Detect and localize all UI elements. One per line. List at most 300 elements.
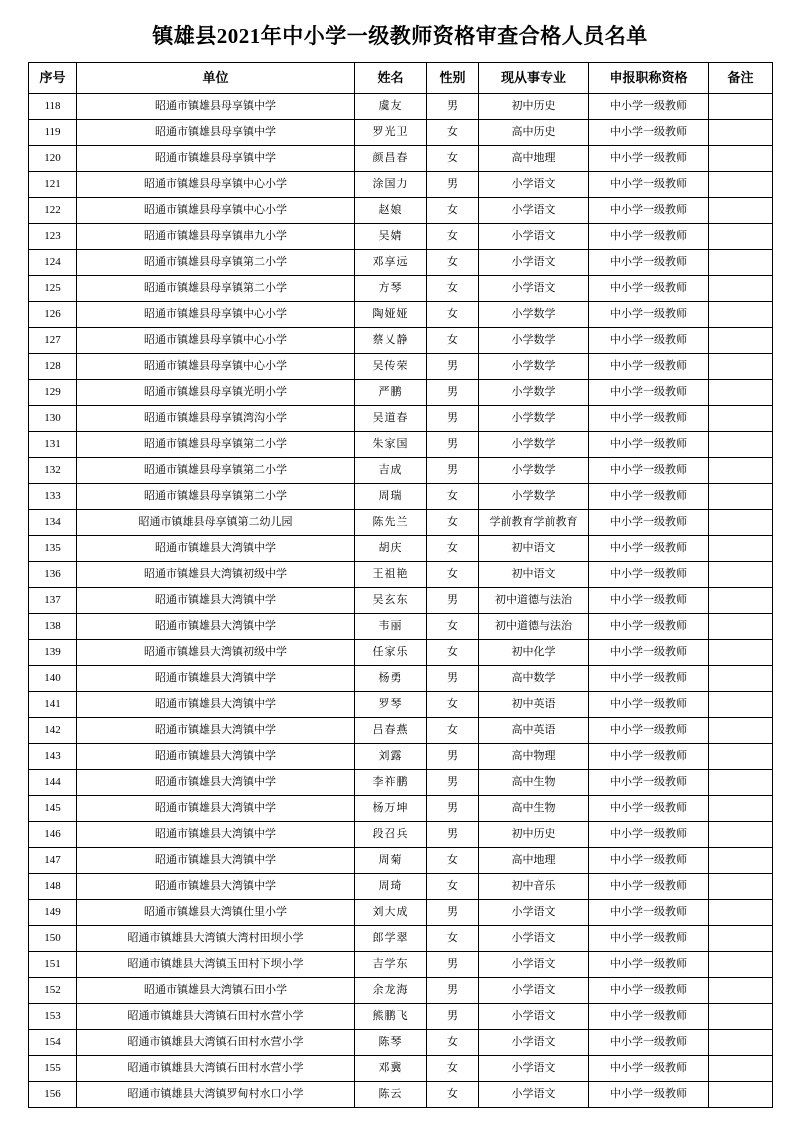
- table-row: [29, 94, 773, 120]
- cell-remark: [709, 744, 773, 770]
- cell-major: 高中地理: [479, 146, 589, 172]
- cell-name: 王祖艳: [355, 562, 427, 588]
- cell-title: 中小学一级教师: [589, 692, 709, 718]
- cell-remark: [709, 614, 773, 640]
- cell-gender: 男: [427, 354, 479, 380]
- cell-title: 中小学一级教师: [589, 172, 709, 198]
- table-row: [29, 510, 773, 536]
- cell-name: 吴婧: [355, 224, 427, 250]
- cell-gender: 女: [427, 198, 479, 224]
- cell-seq: 142: [29, 718, 77, 744]
- cell-unit: 昭通市镇雄县大湾镇中学: [77, 588, 355, 614]
- cell-name: 涂国力: [355, 172, 427, 198]
- cell-unit: 昭通市镇雄县大湾镇罗甸村水口小学: [77, 1082, 355, 1108]
- cell-remark: [709, 302, 773, 328]
- cell-unit: 昭通市镇雄县大湾镇玉田村下坝小学: [77, 952, 355, 978]
- cell-remark: [709, 380, 773, 406]
- cell-unit: 昭通市镇雄县大湾镇石田小学: [77, 978, 355, 1004]
- cell-major: 小学语文: [479, 952, 589, 978]
- cell-gender: 女: [427, 484, 479, 510]
- cell-gender: 男: [427, 900, 479, 926]
- cell-major: 高中地理: [479, 848, 589, 874]
- cell-seq: 135: [29, 536, 77, 562]
- cell-unit: 昭通市镇雄县母享镇中学: [77, 120, 355, 146]
- cell-unit: 昭通市镇雄县大湾镇大湾村田坝小学: [77, 926, 355, 952]
- cell-major: 小学语文: [479, 1004, 589, 1030]
- cell-gender: 男: [427, 978, 479, 1004]
- cell-gender: 男: [427, 796, 479, 822]
- cell-remark: [709, 1056, 773, 1082]
- cell-unit: 昭通市镇雄县母享镇第二幼儿园: [77, 510, 355, 536]
- cell-unit: 昭通市镇雄县大湾镇石田村水营小学: [77, 1030, 355, 1056]
- cell-major: 小学数学: [479, 406, 589, 432]
- cell-major: 学前教育学前教育: [479, 510, 589, 536]
- cell-seq: 154: [29, 1030, 77, 1056]
- cell-seq: 146: [29, 822, 77, 848]
- cell-name: 朱家国: [355, 432, 427, 458]
- cell-remark: [709, 510, 773, 536]
- cell-unit: 昭通市镇雄县大湾镇中学: [77, 796, 355, 822]
- cell-title: 中小学一级教师: [589, 718, 709, 744]
- cell-major: 小学语文: [479, 250, 589, 276]
- table-row: [29, 900, 773, 926]
- cell-seq: 145: [29, 796, 77, 822]
- cell-unit: 昭通市镇雄县大湾镇中学: [77, 770, 355, 796]
- table-row: [29, 354, 773, 380]
- cell-major: 小学数学: [479, 354, 589, 380]
- cell-gender: 女: [427, 146, 479, 172]
- table-row: [29, 458, 773, 484]
- cell-gender: 男: [427, 458, 479, 484]
- cell-unit: 昭通市镇雄县大湾镇中学: [77, 874, 355, 900]
- cell-major: 小学语文: [479, 198, 589, 224]
- cell-gender: 男: [427, 952, 479, 978]
- cell-name: 熊鹏飞: [355, 1004, 427, 1030]
- cell-seq: 123: [29, 224, 77, 250]
- cell-remark: [709, 770, 773, 796]
- cell-title: 中小学一级教师: [589, 1030, 709, 1056]
- cell-seq: 156: [29, 1082, 77, 1108]
- cell-name: 吴传荣: [355, 354, 427, 380]
- cell-seq: 138: [29, 614, 77, 640]
- cell-title: 中小学一级教师: [589, 224, 709, 250]
- table-row: [29, 744, 773, 770]
- cell-name: 罗光卫: [355, 120, 427, 146]
- cell-name: 任家乐: [355, 640, 427, 666]
- cell-remark: [709, 146, 773, 172]
- cell-gender: 女: [427, 1030, 479, 1056]
- cell-major: 初中英语: [479, 692, 589, 718]
- cell-name: 方琴: [355, 276, 427, 302]
- cell-name: 吉学东: [355, 952, 427, 978]
- cell-unit: 昭通市镇雄县母享镇湾沟小学: [77, 406, 355, 432]
- cell-major: 高中物理: [479, 744, 589, 770]
- cell-unit: 昭通市镇雄县母享镇串九小学: [77, 224, 355, 250]
- cell-seq: 153: [29, 1004, 77, 1030]
- cell-gender: 男: [427, 822, 479, 848]
- cell-seq: 137: [29, 588, 77, 614]
- cell-major: 小学数学: [479, 484, 589, 510]
- cell-unit: 昭通市镇雄县母享镇中心小学: [77, 198, 355, 224]
- cell-unit: 昭通市镇雄县母享镇中学: [77, 146, 355, 172]
- cell-remark: [709, 432, 773, 458]
- cell-title: 中小学一级教师: [589, 848, 709, 874]
- table-row: [29, 614, 773, 640]
- cell-title: 中小学一级教师: [589, 510, 709, 536]
- cell-title: 中小学一级教师: [589, 432, 709, 458]
- cell-unit: 昭通市镇雄县母享镇第二小学: [77, 250, 355, 276]
- cell-gender: 女: [427, 250, 479, 276]
- cell-title: 中小学一级教师: [589, 120, 709, 146]
- cell-major: 小学数学: [479, 328, 589, 354]
- table-header-row: [29, 63, 773, 94]
- table-body: [29, 94, 773, 1108]
- cell-gender: 男: [427, 432, 479, 458]
- table-row: [29, 484, 773, 510]
- cell-remark: [709, 536, 773, 562]
- cell-major: 小学语文: [479, 1082, 589, 1108]
- cell-unit: 昭通市镇雄县大湾镇初级中学: [77, 640, 355, 666]
- cell-gender: 男: [427, 380, 479, 406]
- table-row: [29, 822, 773, 848]
- cell-title: 中小学一级教师: [589, 328, 709, 354]
- cell-major: 小学语文: [479, 172, 589, 198]
- cell-name: 胡庆: [355, 536, 427, 562]
- cell-gender: 女: [427, 848, 479, 874]
- cell-gender: 男: [427, 666, 479, 692]
- table-row: [29, 432, 773, 458]
- cell-seq: 120: [29, 146, 77, 172]
- cell-name: 刘大成: [355, 900, 427, 926]
- cell-remark: [709, 926, 773, 952]
- cell-title: 中小学一级教师: [589, 1056, 709, 1082]
- page-title: 镇雄县2021年中小学一级教师资格审查合格人员名单: [152, 24, 648, 48]
- cell-gender: 男: [427, 406, 479, 432]
- cell-remark: [709, 276, 773, 302]
- cell-major: 初中道德与法治: [479, 588, 589, 614]
- cell-gender: 女: [427, 536, 479, 562]
- cell-seq: 131: [29, 432, 77, 458]
- cell-seq: 151: [29, 952, 77, 978]
- cell-seq: 122: [29, 198, 77, 224]
- cell-seq: 155: [29, 1056, 77, 1082]
- cell-major: 高中生物: [479, 796, 589, 822]
- cell-major: 高中英语: [479, 718, 589, 744]
- cell-title: 中小学一级教师: [589, 1004, 709, 1030]
- cell-remark: [709, 874, 773, 900]
- table-row: [29, 978, 773, 1004]
- cell-remark: [709, 484, 773, 510]
- cell-name: 陈云: [355, 1082, 427, 1108]
- cell-major: 初中道德与法治: [479, 614, 589, 640]
- cell-title: 中小学一级教师: [589, 900, 709, 926]
- cell-unit: 昭通市镇雄县母享镇第二小学: [77, 484, 355, 510]
- table-row: [29, 926, 773, 952]
- cell-gender: 女: [427, 120, 479, 146]
- cell-remark: [709, 900, 773, 926]
- cell-gender: 女: [427, 302, 479, 328]
- table-row: [29, 536, 773, 562]
- cell-major: 小学数学: [479, 458, 589, 484]
- column-header-unit: 单位: [77, 63, 355, 94]
- cell-title: 中小学一级教师: [589, 536, 709, 562]
- cell-name: 杨勇: [355, 666, 427, 692]
- table-row: [29, 1082, 773, 1108]
- cell-title: 中小学一级教师: [589, 458, 709, 484]
- cell-title: 中小学一级教师: [589, 380, 709, 406]
- cell-name: 陈琴: [355, 1030, 427, 1056]
- cell-remark: [709, 718, 773, 744]
- cell-name: 余龙海: [355, 978, 427, 1004]
- cell-seq: 133: [29, 484, 77, 510]
- table-row: [29, 380, 773, 406]
- table-row: [29, 302, 773, 328]
- cell-seq: 119: [29, 120, 77, 146]
- cell-unit: 昭通市镇雄县大湾镇中学: [77, 666, 355, 692]
- cell-title: 中小学一级教师: [589, 978, 709, 1004]
- roster-table: [28, 62, 773, 1108]
- cell-name: 周瑞: [355, 484, 427, 510]
- cell-unit: 昭通市镇雄县母享镇第二小学: [77, 458, 355, 484]
- cell-remark: [709, 822, 773, 848]
- table-row: [29, 1030, 773, 1056]
- cell-title: 中小学一级教师: [589, 640, 709, 666]
- cell-gender: 女: [427, 276, 479, 302]
- cell-unit: 昭通市镇雄县大湾镇中学: [77, 692, 355, 718]
- cell-remark: [709, 666, 773, 692]
- cell-seq: 132: [29, 458, 77, 484]
- table-row: [29, 666, 773, 692]
- cell-major: 小学语文: [479, 900, 589, 926]
- cell-title: 中小学一级教师: [589, 874, 709, 900]
- cell-seq: 129: [29, 380, 77, 406]
- cell-unit: 昭通市镇雄县大湾镇中学: [77, 536, 355, 562]
- cell-remark: [709, 1030, 773, 1056]
- cell-name: 李祚鹏: [355, 770, 427, 796]
- cell-unit: 昭通市镇雄县母享镇中心小学: [77, 172, 355, 198]
- cell-name: 吴道春: [355, 406, 427, 432]
- cell-remark: [709, 250, 773, 276]
- cell-gender: 女: [427, 1056, 479, 1082]
- table-row: [29, 796, 773, 822]
- cell-name: 严鹏: [355, 380, 427, 406]
- column-header-remark: 备注: [709, 63, 773, 94]
- cell-remark: [709, 588, 773, 614]
- cell-gender: 男: [427, 744, 479, 770]
- cell-name: 蔡乂静: [355, 328, 427, 354]
- cell-seq: 148: [29, 874, 77, 900]
- cell-major: 小学语文: [479, 276, 589, 302]
- cell-unit: 昭通市镇雄县大湾镇中学: [77, 848, 355, 874]
- cell-major: 初中历史: [479, 822, 589, 848]
- cell-unit: 昭通市镇雄县大湾镇中学: [77, 718, 355, 744]
- cell-gender: 女: [427, 718, 479, 744]
- table-row: [29, 588, 773, 614]
- cell-unit: 昭通市镇雄县母享镇光明小学: [77, 380, 355, 406]
- cell-remark: [709, 328, 773, 354]
- cell-title: 中小学一级教师: [589, 562, 709, 588]
- cell-title: 中小学一级教师: [589, 146, 709, 172]
- cell-major: 小学语文: [479, 1056, 589, 1082]
- table-row: [29, 718, 773, 744]
- cell-name: 罗琴: [355, 692, 427, 718]
- cell-title: 中小学一级教师: [589, 796, 709, 822]
- cell-remark: [709, 172, 773, 198]
- cell-name: 郎学翠: [355, 926, 427, 952]
- cell-title: 中小学一级教师: [589, 952, 709, 978]
- cell-major: 初中音乐: [479, 874, 589, 900]
- cell-title: 中小学一级教师: [589, 276, 709, 302]
- cell-remark: [709, 796, 773, 822]
- cell-name: 段召兵: [355, 822, 427, 848]
- table-row: [29, 952, 773, 978]
- cell-remark: [709, 406, 773, 432]
- cell-title: 中小学一级教师: [589, 926, 709, 952]
- cell-name: 吴玄东: [355, 588, 427, 614]
- cell-title: 中小学一级教师: [589, 250, 709, 276]
- cell-gender: 女: [427, 640, 479, 666]
- column-header-seq: 序号: [29, 63, 77, 94]
- cell-gender: 男: [427, 172, 479, 198]
- cell-seq: 130: [29, 406, 77, 432]
- cell-seq: 125: [29, 276, 77, 302]
- cell-remark: [709, 198, 773, 224]
- cell-major: 小学语文: [479, 1030, 589, 1056]
- cell-title: 中小学一级教师: [589, 198, 709, 224]
- cell-name: 赵娘: [355, 198, 427, 224]
- cell-major: 初中语文: [479, 536, 589, 562]
- cell-name: 刘露: [355, 744, 427, 770]
- cell-gender: 女: [427, 614, 479, 640]
- table-row: [29, 770, 773, 796]
- cell-major: 小学语文: [479, 978, 589, 1004]
- cell-gender: 女: [427, 1082, 479, 1108]
- cell-remark: [709, 692, 773, 718]
- cell-unit: 昭通市镇雄县母享镇中心小学: [77, 302, 355, 328]
- table-row: [29, 640, 773, 666]
- cell-major: 小学语文: [479, 926, 589, 952]
- cell-title: 中小学一级教师: [589, 588, 709, 614]
- cell-name: 吉成: [355, 458, 427, 484]
- table-row: [29, 406, 773, 432]
- column-header-name: 姓名: [355, 63, 427, 94]
- cell-name: 周琦: [355, 874, 427, 900]
- cell-unit: 昭通市镇雄县大湾镇中学: [77, 744, 355, 770]
- cell-unit: 昭通市镇雄县大湾镇初级中学: [77, 562, 355, 588]
- column-header-gender: 性别: [427, 63, 479, 94]
- cell-gender: 男: [427, 94, 479, 120]
- cell-major: 小学数学: [479, 302, 589, 328]
- cell-major: 小学数学: [479, 432, 589, 458]
- cell-unit: 昭通市镇雄县大湾镇仕里小学: [77, 900, 355, 926]
- cell-seq: 147: [29, 848, 77, 874]
- cell-major: 高中历史: [479, 120, 589, 146]
- cell-unit: 昭通市镇雄县母享镇第二小学: [77, 276, 355, 302]
- cell-name: 韦丽: [355, 614, 427, 640]
- cell-unit: 昭通市镇雄县母享镇第二小学: [77, 432, 355, 458]
- cell-remark: [709, 1082, 773, 1108]
- cell-name: 陈先兰: [355, 510, 427, 536]
- cell-seq: 152: [29, 978, 77, 1004]
- cell-seq: 144: [29, 770, 77, 796]
- cell-remark: [709, 224, 773, 250]
- cell-unit: 昭通市镇雄县大湾镇石田村水营小学: [77, 1004, 355, 1030]
- cell-major: 小学语文: [479, 224, 589, 250]
- table-row: [29, 250, 773, 276]
- cell-name: 杨万坤: [355, 796, 427, 822]
- cell-major: 高中数学: [479, 666, 589, 692]
- cell-unit: 昭通市镇雄县母享镇中心小学: [77, 354, 355, 380]
- cell-gender: 女: [427, 562, 479, 588]
- cell-remark: [709, 562, 773, 588]
- cell-seq: 134: [29, 510, 77, 536]
- table-row: [29, 692, 773, 718]
- cell-title: 中小学一级教师: [589, 1082, 709, 1108]
- cell-remark: [709, 354, 773, 380]
- cell-name: 周菊: [355, 848, 427, 874]
- cell-seq: 140: [29, 666, 77, 692]
- cell-major: 初中历史: [479, 94, 589, 120]
- table-row: [29, 224, 773, 250]
- cell-name: 颜昌春: [355, 146, 427, 172]
- cell-gender: 男: [427, 770, 479, 796]
- table-row: [29, 276, 773, 302]
- cell-title: 中小学一级教师: [589, 94, 709, 120]
- cell-title: 中小学一级教师: [589, 406, 709, 432]
- cell-remark: [709, 458, 773, 484]
- cell-remark: [709, 952, 773, 978]
- cell-seq: 121: [29, 172, 77, 198]
- cell-major: 初中化学: [479, 640, 589, 666]
- cell-seq: 139: [29, 640, 77, 666]
- cell-remark: [709, 94, 773, 120]
- cell-remark: [709, 640, 773, 666]
- cell-seq: 136: [29, 562, 77, 588]
- cell-seq: 124: [29, 250, 77, 276]
- cell-unit: 昭通市镇雄县大湾镇中学: [77, 822, 355, 848]
- cell-gender: 女: [427, 874, 479, 900]
- cell-seq: 143: [29, 744, 77, 770]
- cell-seq: 127: [29, 328, 77, 354]
- cell-remark: [709, 1004, 773, 1030]
- column-header-major: 现从事专业: [479, 63, 589, 94]
- cell-gender: 女: [427, 510, 479, 536]
- table-row: [29, 848, 773, 874]
- cell-remark: [709, 120, 773, 146]
- cell-seq: 126: [29, 302, 77, 328]
- cell-major: 小学数学: [479, 380, 589, 406]
- cell-title: 中小学一级教师: [589, 770, 709, 796]
- cell-gender: 男: [427, 588, 479, 614]
- cell-name: 虞友: [355, 94, 427, 120]
- cell-seq: 128: [29, 354, 77, 380]
- table-row: [29, 1056, 773, 1082]
- cell-title: 中小学一级教师: [589, 666, 709, 692]
- table-header: [29, 63, 773, 94]
- table-row: [29, 172, 773, 198]
- cell-major: 高中生物: [479, 770, 589, 796]
- cell-unit: 昭通市镇雄县大湾镇中学: [77, 614, 355, 640]
- cell-remark: [709, 978, 773, 1004]
- cell-title: 中小学一级教师: [589, 822, 709, 848]
- table-row: [29, 146, 773, 172]
- cell-title: 中小学一级教师: [589, 302, 709, 328]
- cell-seq: 141: [29, 692, 77, 718]
- column-header-title: 申报职称资格: [589, 63, 709, 94]
- cell-title: 中小学一级教师: [589, 614, 709, 640]
- cell-seq: 149: [29, 900, 77, 926]
- cell-unit: 昭通市镇雄县大湾镇石田村水营小学: [77, 1056, 355, 1082]
